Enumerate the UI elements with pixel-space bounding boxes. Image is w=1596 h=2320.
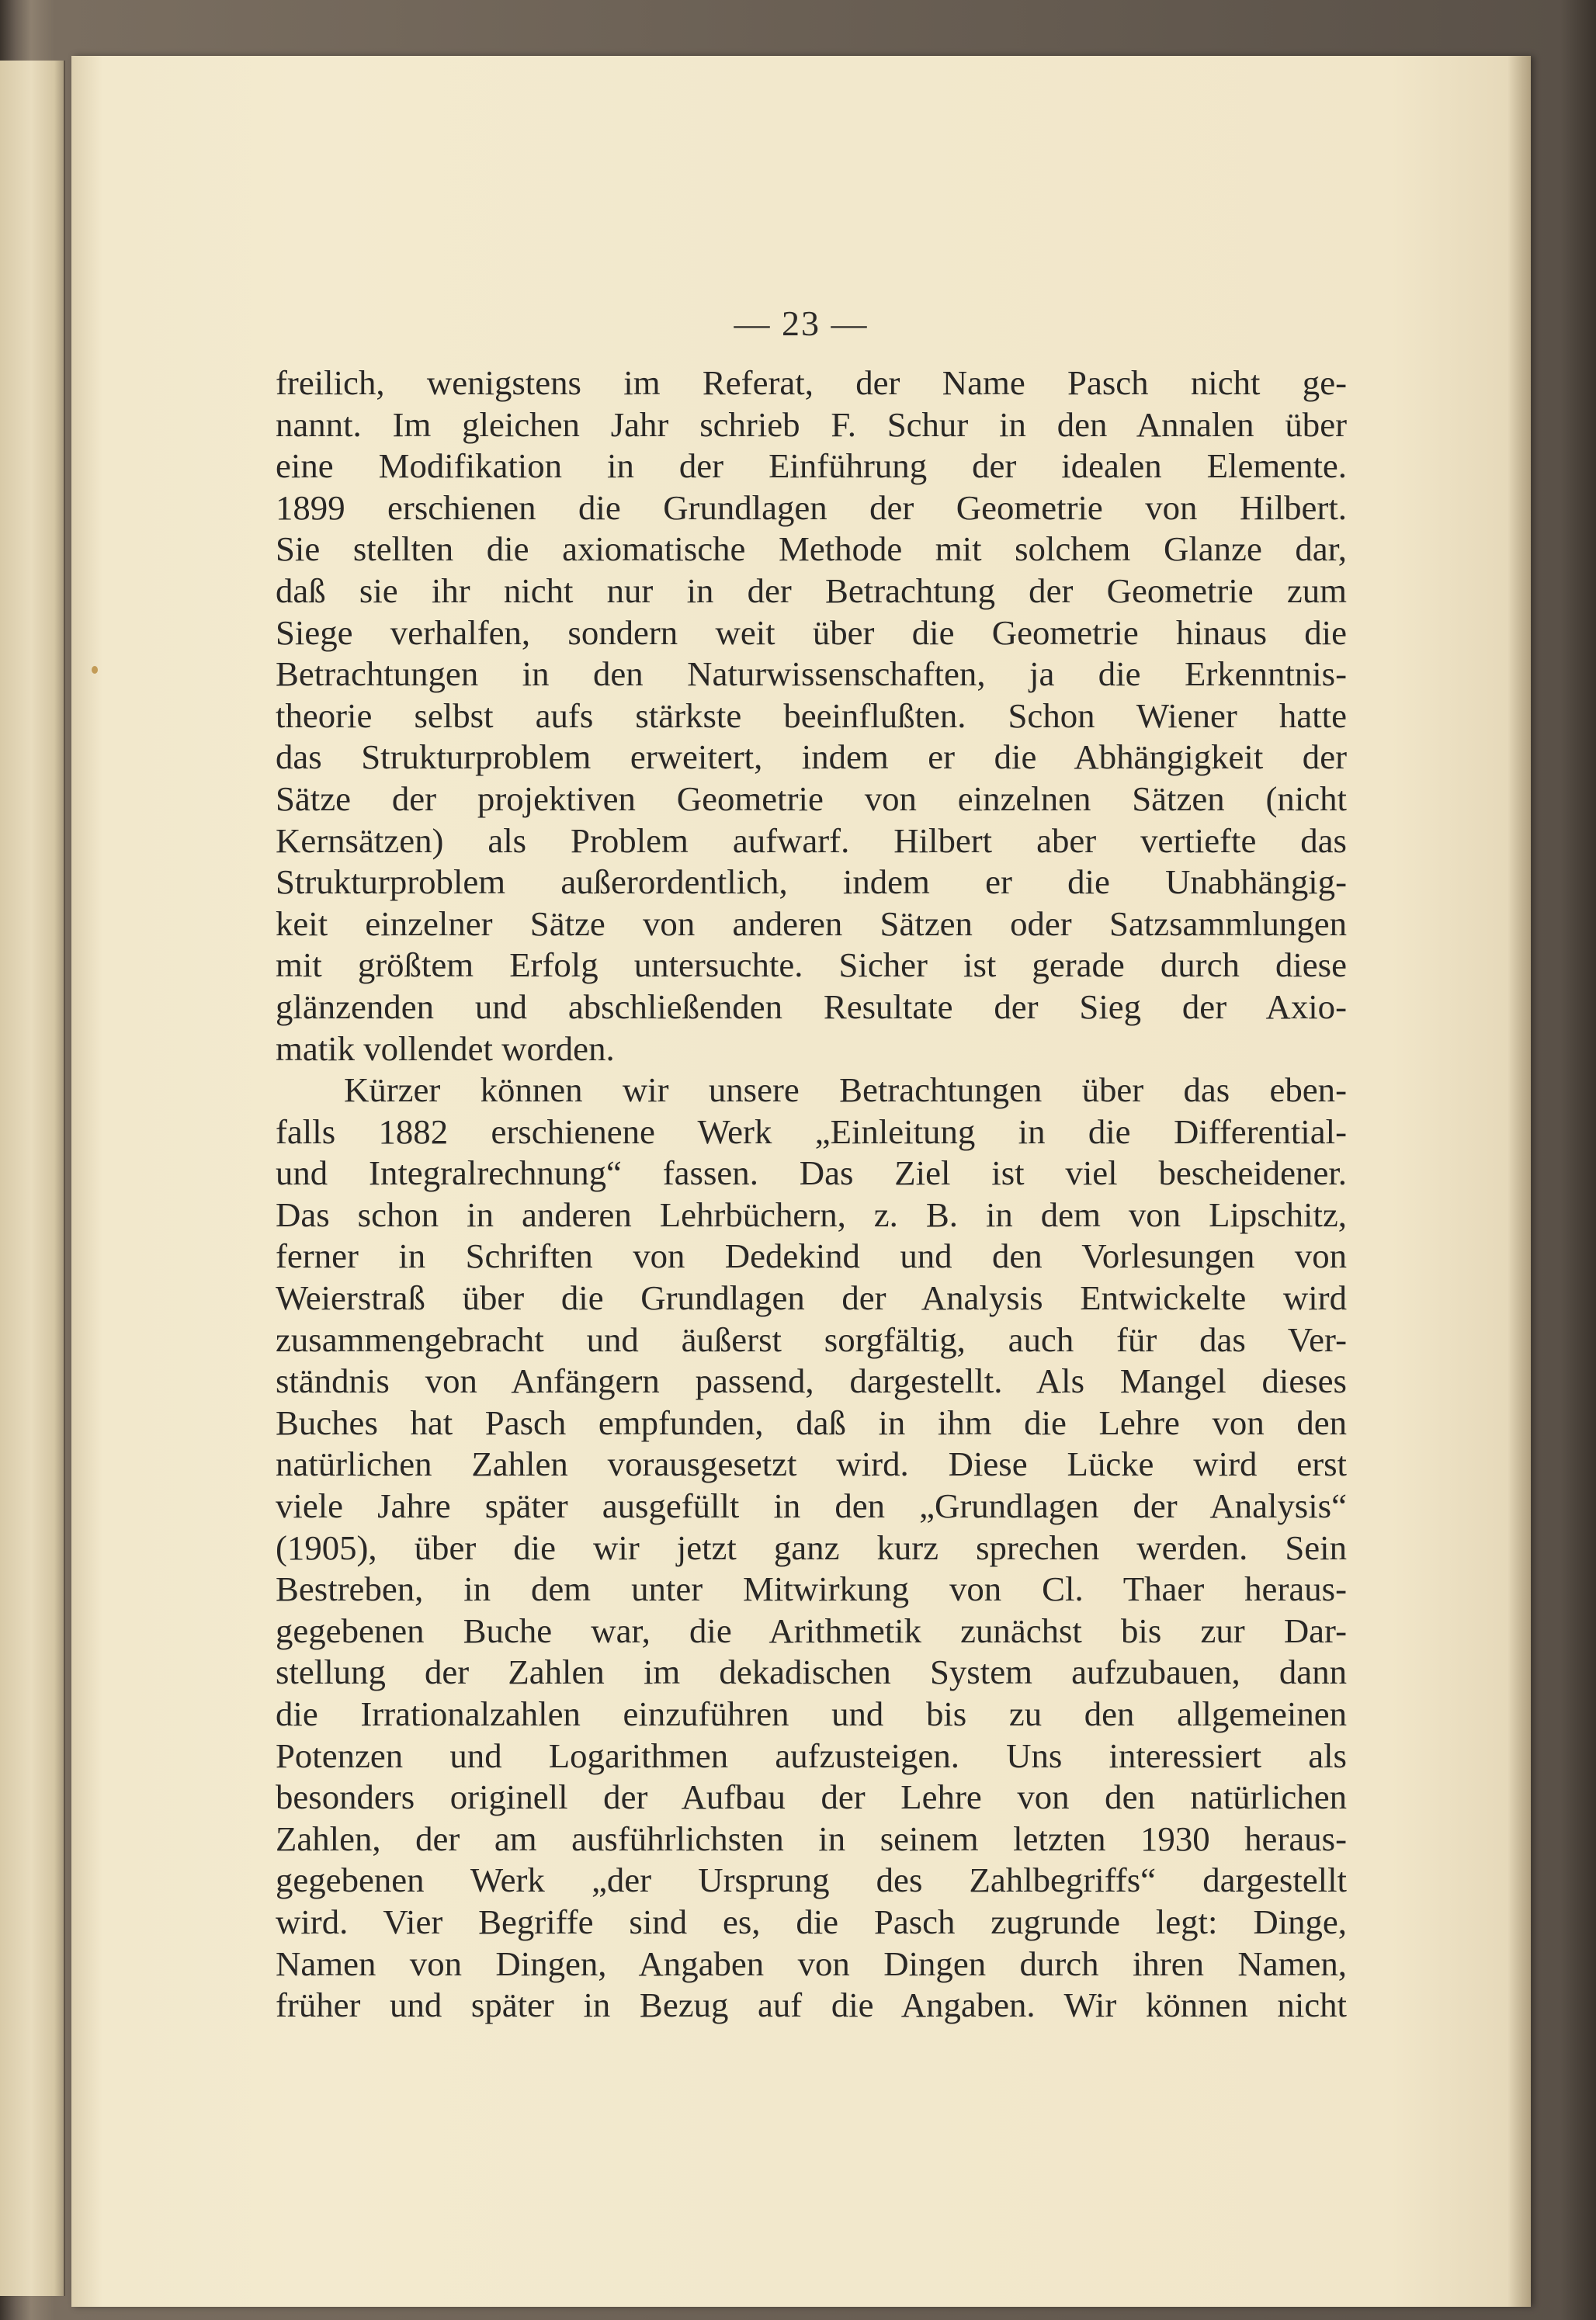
page-number: — 23 — [734,303,869,343]
text-line: Bestreben, in dem unter Mitwirkung von Cl. Thaer heraus- [276,1569,1347,1609]
text-line: (1905), über die wir jetzt ganz kurz sprechen werden. Sein [276,1528,1347,1567]
facing-page-edge [0,61,65,2296]
text-line: und Integralrechnung“ fassen. Das Ziel ist viel bescheidener. [276,1153,1347,1193]
text-line: Sätze der projektiven Geometrie von einzelnen Sätzen (nicht [276,779,1347,818]
text-line: freilich, wenigstens im Referat, der Name Pasch nicht ge- [276,363,1347,402]
margin-stain [92,666,98,674]
text-line: Buches hat Pasch empfunden, daß in ihm die Lehre von den [276,1403,1347,1442]
text-line: früher und später in Bezug auf die Angaben. Wir können nicht [276,1985,1347,2025]
text-line: falls 1882 erschienene Werk „Einleitung in die Differential- [276,1111,1347,1151]
text-line: Weierstraß über die Grundlagen der Analysis Entwickelte wird [276,1278,1347,1318]
text-line: ständnis von Anfängern passend, dargestellt. Als Mangel dieses [276,1361,1347,1401]
text-line: Sie stellten die axiomatische Methode mit solchem Glanze dar, [276,529,1347,569]
text-line: glänzenden und abschließenden Resultate der Sieg der Axio- [276,987,1347,1026]
book-page [71,56,1531,2307]
body-text [276,362,1347,2027]
text-line: das Strukturproblem erweitert, indem er die Abhängigkeit der [276,737,1347,777]
paragraph-end-line: matik vollendet worden. [276,1028,615,1068]
text-line: stellung der Zahlen im dekadischen System aufzubauen, dann [276,1652,1347,1692]
text-line: mit größtem Erfolg untersuchte. Sicher ist gerade durch diese [276,945,1347,985]
text-line: Zahlen, der am ausführlichsten in seinem letzten 1930 heraus- [276,1819,1347,1858]
text-line: daß sie ihr nicht nur in der Betrachtung der Geometrie zum [276,570,1347,610]
text-line: wird. Vier Begriffe sind es, die Pasch zugrunde legt: Dinge, [276,1902,1347,1941]
text-line: Betrachtungen in den Naturwissenschaften, ja die Erkenntnis- [276,654,1347,694]
text-line: nannt. Im gleichen Jahr schrieb F. Schur in den Annalen über [276,404,1347,444]
text-line: Potenzen und Logarithmen aufzusteigen. Uns interessiert als [276,1736,1347,1775]
paragraph-start-line: Kürzer können wir unsere Betrachtungen über das eben- [344,1070,1347,1110]
text-line: gegebenen Werk „der Ursprung des Zahlbegriffs“ dargestellt [276,1861,1347,1900]
text-line: theorie selbst aufs stärkste beeinflußten. Schon Wiener hatte [276,695,1347,735]
text-line: 1899 erschienen die Grundlagen der Geometrie von Hilbert. [276,487,1347,527]
text-line: natürlichen Zahlen vorausgesetzt wird. Diese Lücke wird erst [276,1444,1347,1484]
page-shadow [1508,56,1531,2307]
text-line: die Irrationalzahlen einzuführen und bis zu den allgemeinen [276,1694,1347,1733]
text-line: eine Modifikation in der Einführung der idealen Elemente. [276,446,1347,486]
text-line: Kernsätzen) als Problem aufwarf. Hilbert aber vertiefte das [276,820,1347,860]
text-line: zusammengebracht und äußerst sorgfältig, auch für das Ver- [276,1320,1347,1359]
text-line: gegebenen Buche war, die Arithmetik zunächst bis zur Dar- [276,1611,1347,1650]
text-line: Namen von Dingen, Angaben von Dingen durch ihren Namen, [276,1944,1347,1983]
text-line: ferner in Schriften von Dedekind und den Vorlesungen von [276,1236,1347,1276]
text-line: keit einzelner Sätze von anderen Sätzen oder Satzsammlungen [276,903,1347,943]
text-line: Siege verhalfen, sondern weit über die Geometrie hinaus die [276,612,1347,652]
text-line: viele Jahre später ausgefüllt in den „Grundlagen der Analysis“ [276,1486,1347,1526]
text-line: Das schon in anderen Lehrbüchern, z. B. in dem von Lipschitz, [276,1195,1347,1234]
text-line: Strukturproblem außerordentlich, indem er die Unabhängig- [276,862,1347,902]
text-line: besonders originell der Aufbau der Lehre von den natürlichen [276,1777,1347,1817]
